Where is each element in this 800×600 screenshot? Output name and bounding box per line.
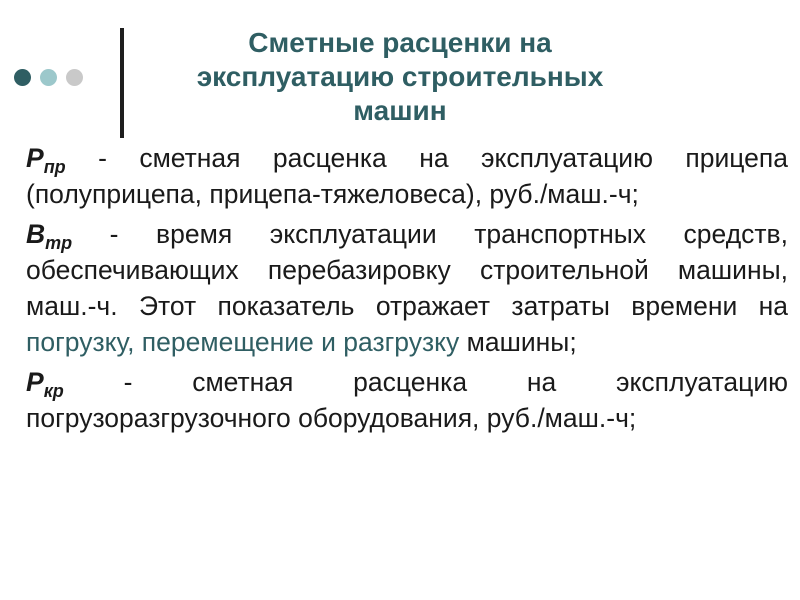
symbol-letter: Р <box>26 367 44 397</box>
formula-symbol <box>26 143 66 177</box>
definition-item <box>26 364 788 436</box>
definition-text: - сметная расценка на эксплуатацию прицепа (полуприцепа, прицепа-тяжеловеса), руб./маш.-ч; <box>26 143 788 209</box>
definition-item <box>26 140 788 212</box>
decorative-dots <box>14 69 83 86</box>
dot-light <box>40 69 57 86</box>
dot-dark <box>14 69 31 86</box>
highlighted-text: погрузку, перемещение и разгрузку <box>26 327 460 357</box>
definition-text-end: машины; <box>459 327 577 357</box>
slide-title <box>130 26 670 128</box>
title-line-1: Сметные расценки на <box>248 27 552 58</box>
formula-symbol <box>26 219 73 253</box>
symbol-subscript: кр <box>43 381 64 401</box>
symbol-letter: В <box>26 219 46 249</box>
formula-symbol <box>26 367 64 401</box>
title-line-2: эксплуатацию строительных <box>196 61 604 92</box>
definition-text: - время эксплуатации транспортных средств, обеспечивающих перебазировку строительной машины, маш.-ч. Этот показатель отражает затраты времени на <box>26 219 788 321</box>
symbol-subscript: тр <box>45 233 73 253</box>
title-line-3: машин <box>353 95 447 126</box>
title-divider <box>120 28 124 138</box>
definition-item <box>26 216 788 360</box>
symbol-letter: Р <box>26 143 44 173</box>
definition-text: - сметная расценка на эксплуатацию погрузоразгрузочного оборудования, руб./маш.-ч; <box>26 367 788 433</box>
symbol-subscript: пр <box>43 157 66 177</box>
dot-gray <box>66 69 83 86</box>
slide-body <box>26 140 788 440</box>
